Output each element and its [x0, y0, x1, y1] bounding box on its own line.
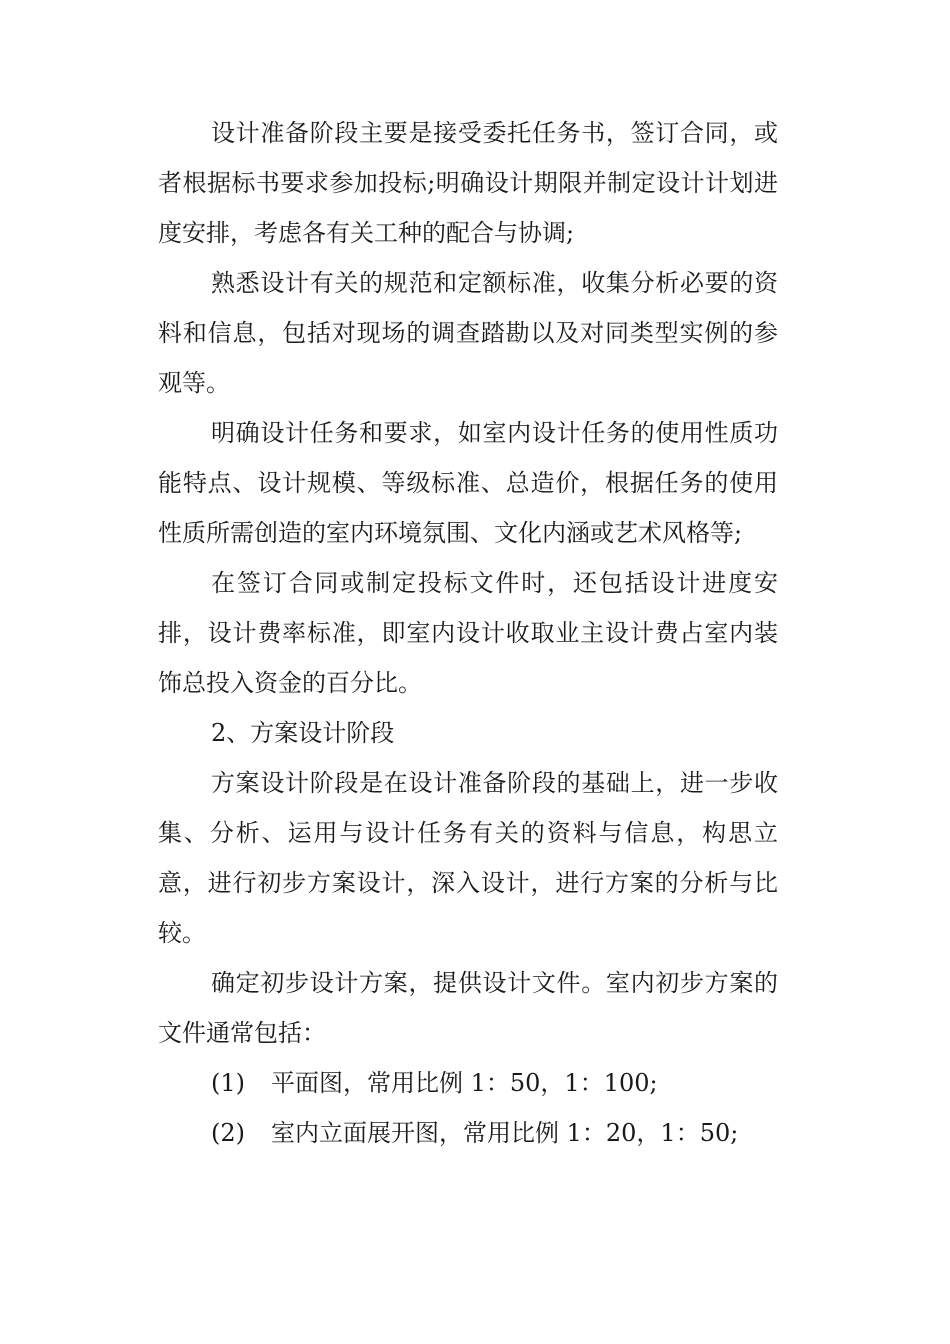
list-item-text: 平面图，常用比例 1：50，1：100; [271, 1069, 658, 1097]
list-item [158, 1058, 778, 1108]
paragraph-standards-research: 熟悉设计有关的规范和定额标准，收集分析必要的资料和信息，包括对现场的调查踏勘以及对同类型实例的参观等。 [158, 269, 778, 397]
list-item [158, 1108, 778, 1158]
paragraph-scheme-design: 方案设计阶段是在设计准备阶段的基础上，进一步收集、分析、运用与设计任务有关的资料与信息，构思立意，进行初步方案设计，深入设计，进行方案的分析与比较。 [158, 769, 778, 947]
section-heading-scheme-design: 2、方案设计阶段 [211, 719, 395, 747]
paragraph-design-preparation: 设计准备阶段主要是接受委托任务书，签订合同，或者根据标书要求参加投标;明确设计期限并制定设计计划进度安排，考虑各有关工种的配合与协调; [158, 119, 778, 247]
list-item-number: (1) [211, 1069, 245, 1097]
list-item-text: 室内立面展开图，常用比例 1：20，1：50; [271, 1119, 739, 1147]
document-body [158, 108, 778, 1158]
paragraph-preliminary-documents: 确定初步设计方案，提供设计文件。室内初步方案的文件通常包括： [158, 969, 778, 1047]
list-item-number: (2) [211, 1119, 245, 1147]
paragraph-task-requirements: 明确设计任务和要求，如室内设计任务的使用性质功能特点、设计规模、等级标准、总造价，根据任务的使用性质所需创造的室内环境氛围、文化内涵或艺术风格等; [158, 419, 778, 547]
paragraph-contract-fees: 在签订合同或制定投标文件时，还包括设计进度安排，设计费率标准，即室内设计收取业主设计费占室内装饰总投入资金的百分比。 [158, 569, 778, 697]
